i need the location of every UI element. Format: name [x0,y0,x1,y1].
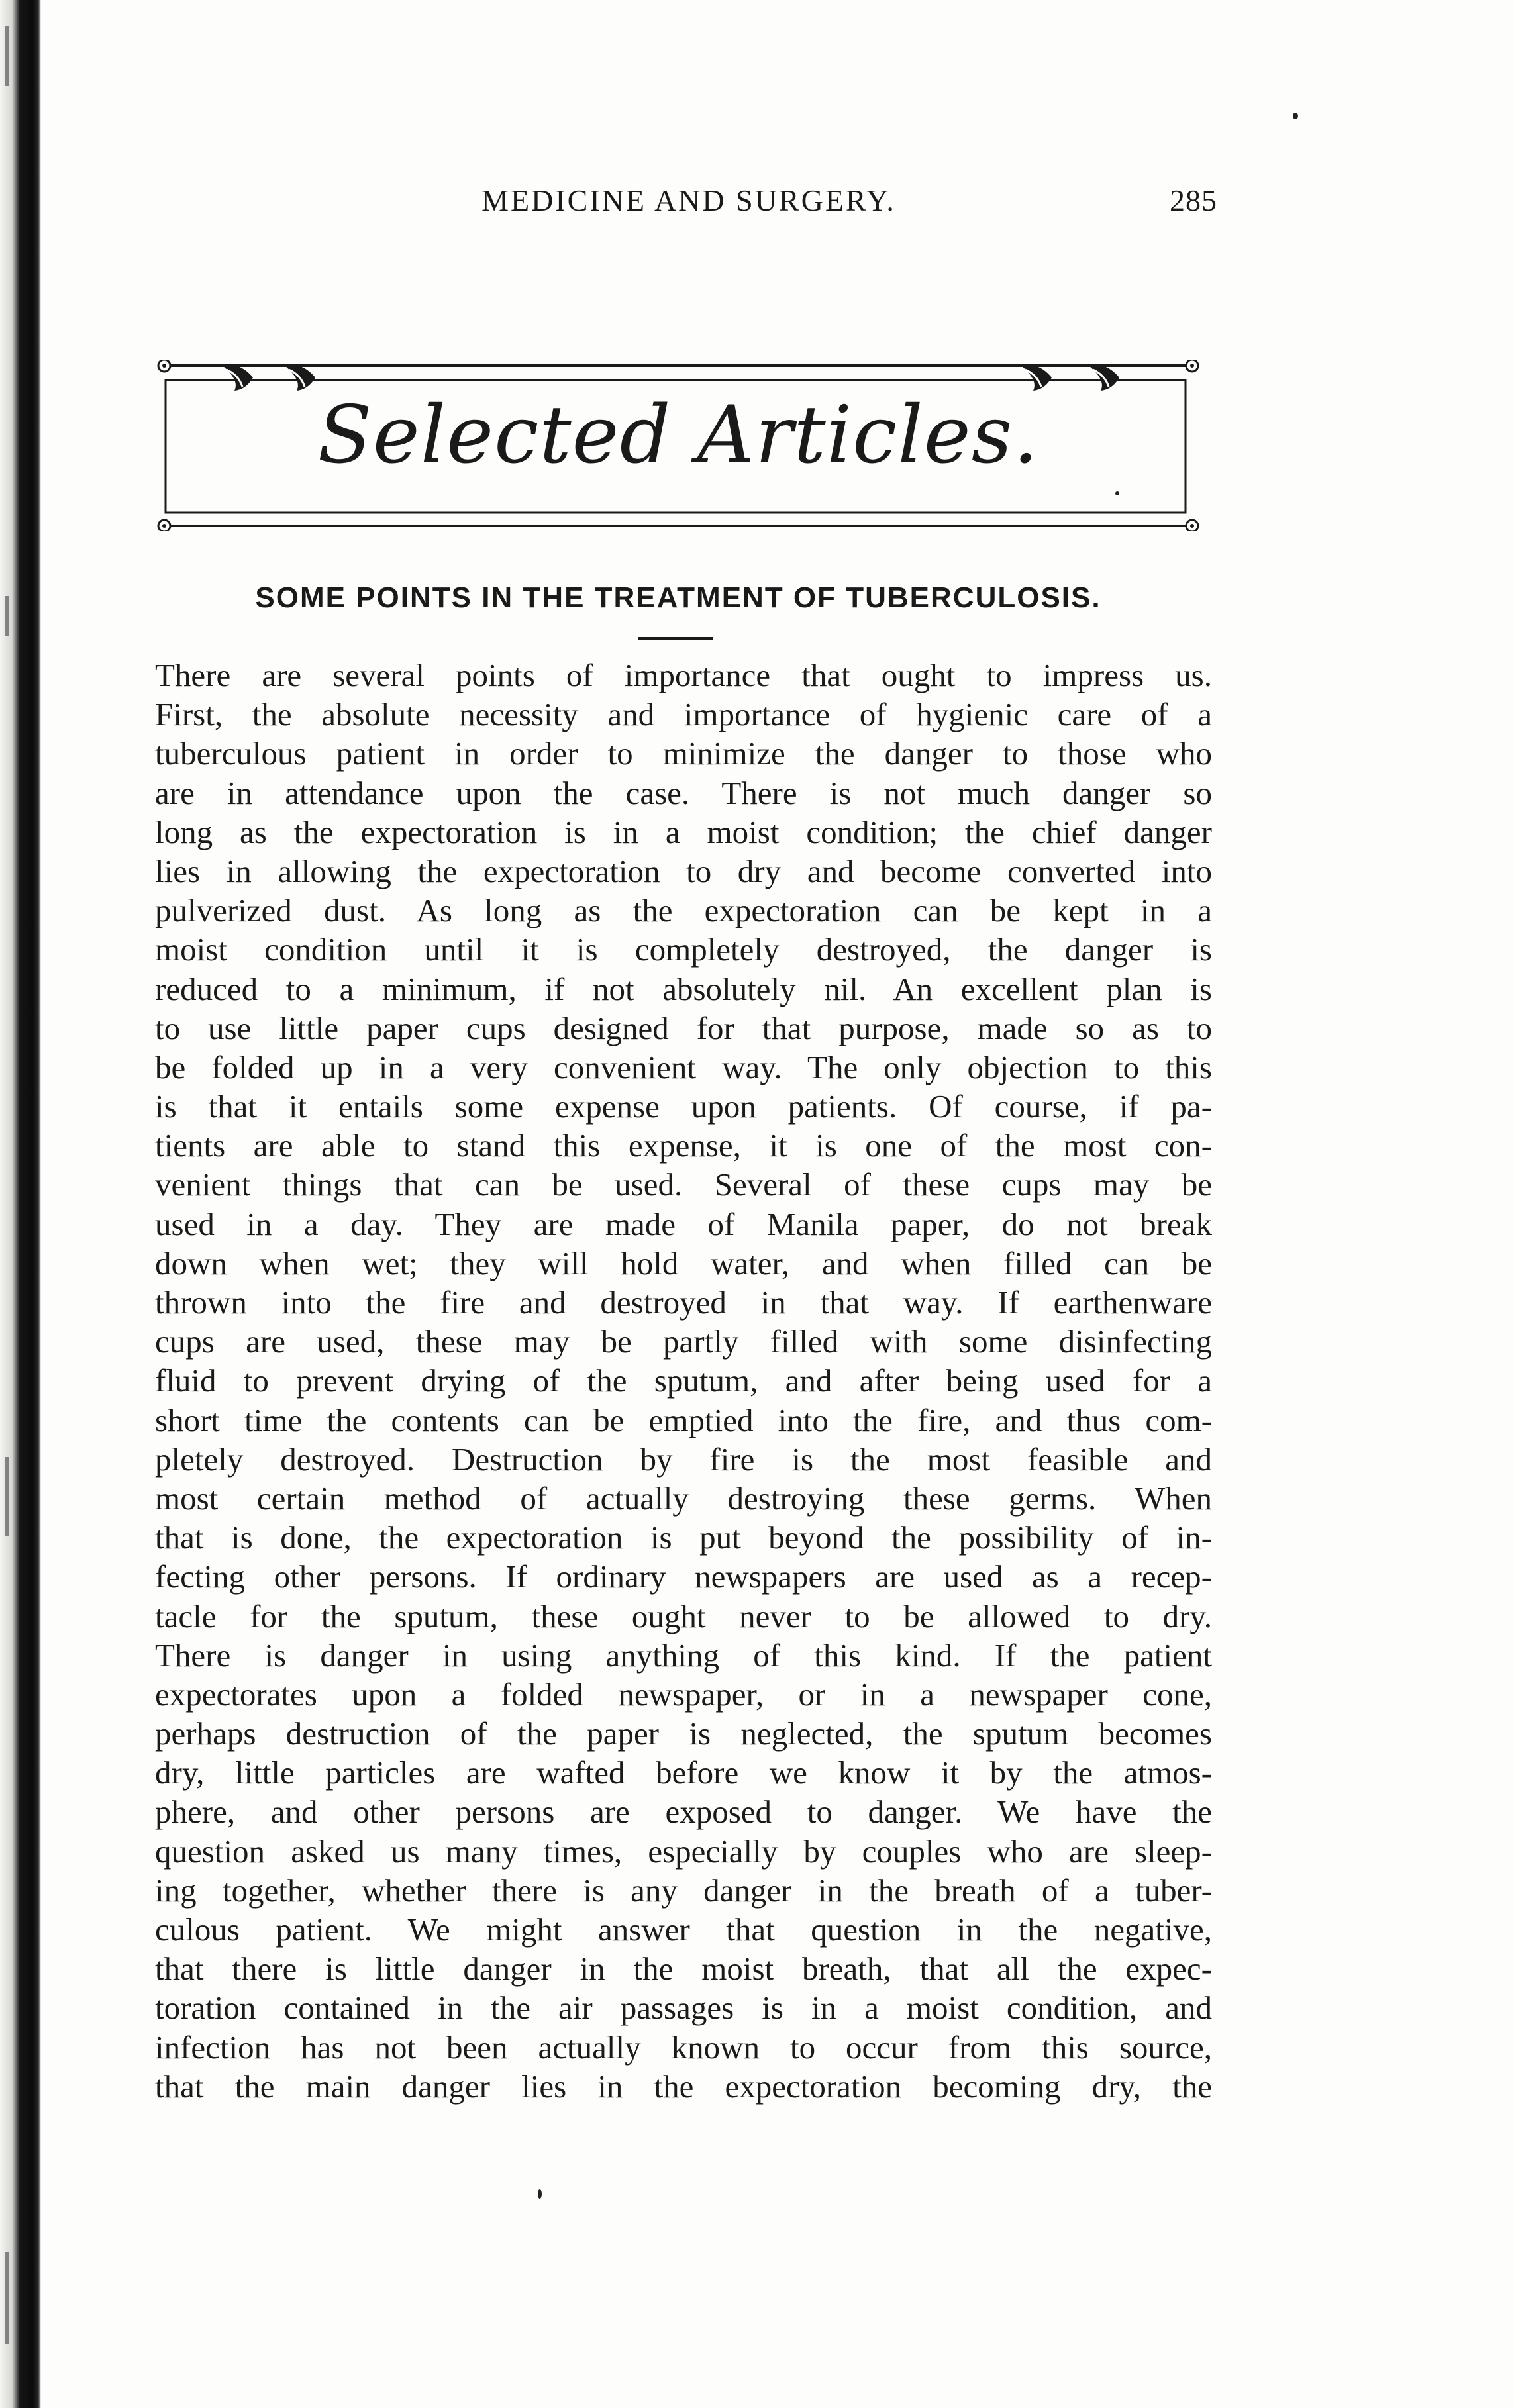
text-line: is that it entails some expense upon patients. Of course, if pa- [155,1088,1212,1125]
leaf-ornament-icon [220,360,256,393]
text-line: ing together, whether there is any danger in the breath of a tuber- [155,1872,1212,1909]
scan-dot [1115,491,1119,495]
text-line: tients are able to stand this expense, it is one of the most con- [155,1127,1212,1164]
leaf-ornament-icon [282,360,318,393]
text-line: phere, and other persons are exposed to danger. We have the [155,1793,1212,1831]
text-line: tuberculous patient in order to minimize the danger to those who [155,735,1212,772]
text-line: First, the absolute necessity and importance of hygienic care of a [155,696,1212,733]
text-line: thrown into the fire and destroyed in that way. If earthenware [155,1284,1212,1321]
running-title: MEDICINE AND SURGERY. [481,183,896,217]
scan-speck [5,26,9,86]
scan-speck [5,596,9,636]
scan-dot [538,2189,542,2199]
leaf-ornament-icon [1086,360,1122,393]
text-line: toration contained in the air passages is in a moist condition, and [155,1989,1212,2027]
scan-speck [5,1457,9,1536]
text-line: short time the contents can be emptied into the fire, and thus com- [155,1401,1212,1438]
text-line: fluid to prevent drying of the sputum, and after being used for a [155,1362,1212,1399]
text-line: expectorates upon a folded newspaper, or in a newspaper cone, [155,1676,1212,1713]
text-line: moist condition until it is completely destroyed, the danger is [155,931,1212,968]
text-line: dry, little particles are wafted before we know it by the atmos- [155,1754,1212,1791]
text-line: infection has not been actually known to occur from this source, [155,2029,1212,2066]
text-line: reduced to a minimum, if not absolutely nil. An excellent plan is [155,970,1212,1007]
text-line: used in a day. They are made of Manila paper, do not break [155,1205,1212,1242]
section-banner [156,360,1200,531]
text-line: cups are used, these may be partly filled with some disinfecting [155,1323,1212,1360]
text-line: lies in allowing the expectoration to dry and become converted into [155,852,1212,889]
text-line: question asked us many times, especially by couples who are sleep- [155,1832,1212,1870]
text-line: that the main danger lies in the expectoration becoming dry, the [155,2068,1212,2105]
text-line: be folded up in a very convenient way. The only objection to this [155,1048,1212,1085]
text-line: most certain method of actually destroying these germs. When [155,1480,1212,1517]
text-line: tacle for the sputum, these ought never to be allowed to dry. [155,1597,1212,1634]
scan-dot [1293,113,1298,119]
text-line: are in attendance upon the case. There is not much danger so [155,774,1212,811]
text-line: perhaps destruction of the paper is neglected, the sputum becomes [155,1715,1212,1752]
title-rule [638,637,713,640]
text-line: There is danger in using anything of this kind. If the patient [155,1636,1212,1674]
text-line: long as the expectoration is in a moist condition; the chief danger [155,813,1212,850]
article-title: SOME POINTS IN THE TREATMENT OF TUBERCULOSIS. [255,581,1101,614]
text-line: that there is little danger in the moist breath, that all the expec- [155,1950,1212,1987]
section-heading: Selected Articles. [317,389,1039,481]
text-line: pletely destroyed. Destruction by fire is the most feasible and [155,1440,1212,1478]
leaf-ornament-icon [1019,360,1054,393]
binding-edge [0,0,41,2408]
scan-speck [5,2252,9,2344]
text-line: that is done, the expectoration is put beyond the possibility of in- [155,1519,1212,1556]
text-line: down when wet; they will hold water, and when filled can be [155,1244,1212,1281]
text-line: There are several points of importance that ought to impress us. [155,657,1212,693]
text-line: to use little paper cups designed for that purpose, made so as to [155,1009,1212,1046]
text-line: pulverized dust. As long as the expectoration can be kept in a [155,892,1212,929]
text-line: culous patient. We might answer that question in the negative, [155,1911,1212,1948]
text-line: venient things that can be used. Several of these cups may be [155,1166,1212,1203]
text-line: fecting other persons. If ordinary newspapers are used as a recep- [155,1558,1212,1595]
article-body [155,656,1212,2106]
page-number: 285 [1170,183,1217,217]
running-head [0,177,1514,224]
